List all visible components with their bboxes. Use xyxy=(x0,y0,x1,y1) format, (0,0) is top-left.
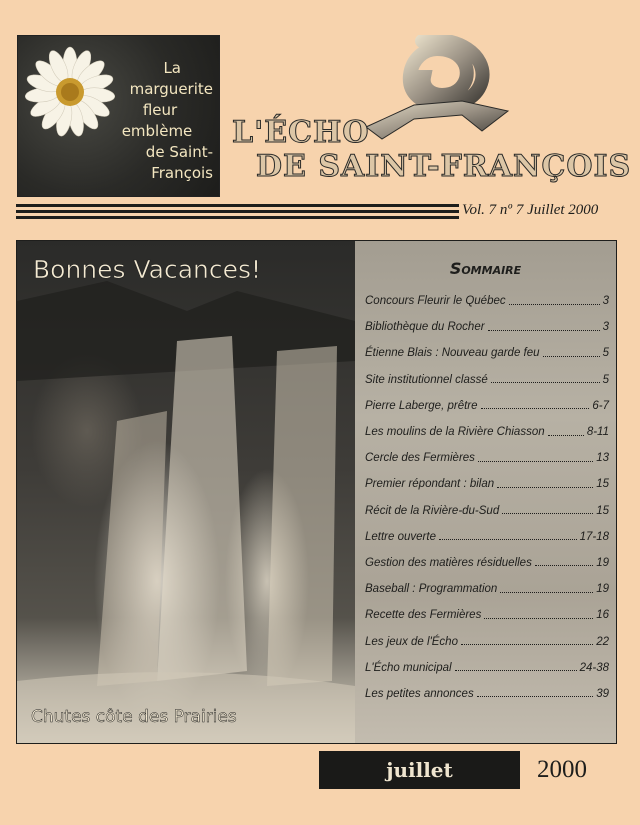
toc-item xyxy=(365,681,609,707)
toc-title: Cercle des Fermières xyxy=(365,452,475,465)
toc-title: Site institutionnel classé xyxy=(365,373,488,386)
cover-title: Bonnes Vacances! xyxy=(33,255,262,284)
toc-title: Baseball : Programmation xyxy=(365,583,498,596)
toc-title: Étienne Blais : Nouveau garde feu xyxy=(365,347,540,360)
toc-leader xyxy=(509,304,600,305)
toc-page: 15 xyxy=(596,478,609,491)
toc-page: 6-7 xyxy=(592,399,609,412)
toc-title: Les jeux de l'Écho xyxy=(365,635,458,648)
waterfall-photo xyxy=(17,241,355,743)
toc-page: 19 xyxy=(596,556,609,569)
toc-page: 16 xyxy=(596,609,609,622)
masthead-line-2: DE SAINT-FRANÇOIS xyxy=(256,149,632,184)
toc-item xyxy=(365,419,609,445)
toc-page: 13 xyxy=(596,452,609,465)
toc-title: L'Écho municipal xyxy=(365,661,452,674)
masthead-line-1: L'ÉCHO xyxy=(232,115,370,150)
toc-leader xyxy=(461,644,593,645)
toc-item xyxy=(365,340,609,366)
toc-leader xyxy=(439,539,577,540)
toc-page: 15 xyxy=(596,504,609,517)
sommaire-panel xyxy=(355,241,616,743)
toc-page: 8-11 xyxy=(586,426,609,439)
toc-item xyxy=(365,288,609,314)
toc-leader xyxy=(488,330,600,331)
toc-item xyxy=(365,628,609,654)
toc-page: 17-18 xyxy=(579,530,609,543)
toc-leader xyxy=(502,513,593,514)
toc-title: Gestion des matières résiduelles xyxy=(365,556,532,569)
toc-item xyxy=(365,367,609,393)
badge-line: La xyxy=(163,59,181,77)
toc-title: Récit de la Rivière-du-Sud xyxy=(365,504,500,517)
toc-leader xyxy=(477,696,594,697)
badge-line: emblème xyxy=(121,122,193,140)
badge-line: fleur xyxy=(142,101,178,119)
toc-title: Bibliothèque du Rocher xyxy=(365,321,485,334)
marguerite-badge xyxy=(17,35,220,197)
toc-page: 3 xyxy=(602,295,609,308)
toc-title: Concours Fleurir le Québec xyxy=(365,295,506,308)
month-label: juillet xyxy=(319,751,520,789)
toc-leader xyxy=(535,565,593,566)
toc-item xyxy=(365,524,609,550)
toc-item xyxy=(365,655,609,681)
sommaire-heading: Sommaire xyxy=(449,259,522,278)
header-rule xyxy=(16,204,459,207)
header-rule xyxy=(16,216,459,219)
toc-leader xyxy=(497,487,593,488)
badge-line: de Saint-François xyxy=(145,143,213,182)
toc-item xyxy=(365,550,609,576)
toc-title: Pierre Laberge, prêtre xyxy=(365,399,478,412)
toc-item xyxy=(365,602,609,628)
year-label: 2000 xyxy=(537,756,587,783)
toc-title: Lettre ouverte xyxy=(365,530,436,543)
toc-item xyxy=(365,498,609,524)
toc-item xyxy=(365,393,609,419)
toc-page: 24-38 xyxy=(579,661,609,674)
toc-title: Premier répondant : bilan xyxy=(365,478,495,491)
toc-title: Les moulins de la Rivière Chiasson xyxy=(365,426,545,439)
toc-page: 39 xyxy=(596,687,609,700)
toc-page: 5 xyxy=(602,373,609,386)
toc-page: 3 xyxy=(602,321,609,334)
toc-leader xyxy=(548,435,584,436)
toc-title: Les petites annonces xyxy=(365,687,474,700)
toc-page: 22 xyxy=(596,635,609,648)
cover-panel xyxy=(16,240,617,744)
toc-leader xyxy=(500,592,593,593)
waterfall-graphic xyxy=(17,241,355,743)
toc-leader xyxy=(455,670,577,671)
toc-title: Recette des Fermières xyxy=(365,609,482,622)
toc-leader xyxy=(478,461,593,462)
masthead-title xyxy=(232,116,632,184)
toc-leader xyxy=(491,382,600,383)
toc-item xyxy=(365,471,609,497)
toc-item xyxy=(365,314,609,340)
toc-page: 19 xyxy=(596,583,609,596)
toc-page: 5 xyxy=(602,347,609,360)
toc-leader xyxy=(481,408,590,409)
header-rule xyxy=(16,210,459,213)
toc-item xyxy=(365,445,609,471)
toc-leader xyxy=(543,356,600,357)
sommaire-list xyxy=(365,288,609,707)
badge-line: marguerite xyxy=(129,80,213,98)
issue-info: Vol. 7 nº 7 Juillet 2000 xyxy=(462,202,599,218)
badge-text xyxy=(85,58,215,184)
toc-leader xyxy=(484,618,593,619)
toc-item xyxy=(365,576,609,602)
photo-caption: Chutes côte des Prairies xyxy=(31,707,237,727)
